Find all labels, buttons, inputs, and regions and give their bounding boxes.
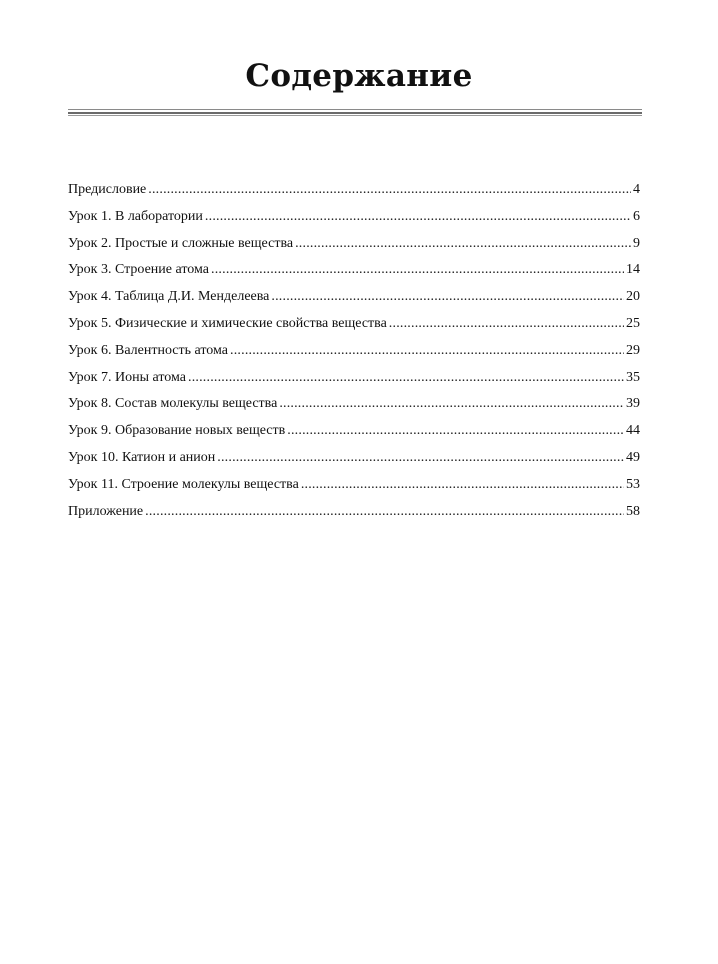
toc-entry[interactable]	[68, 418, 640, 445]
toc-entry[interactable]	[68, 257, 640, 284]
toc-entry-page: 20	[626, 289, 640, 305]
toc-entry[interactable]	[68, 472, 640, 499]
toc-entry-page: 49	[626, 449, 640, 465]
dot-leader	[188, 365, 624, 392]
toc-entry[interactable]	[68, 231, 640, 258]
toc-entry-page: 44	[626, 423, 640, 439]
toc-entry-label: Урок 3. Строение атома	[68, 262, 210, 278]
toc-entry-page: 6	[633, 208, 640, 224]
dot-leader	[295, 231, 631, 258]
toc-entry[interactable]	[68, 445, 640, 472]
toc-entry-label: Предисловие	[68, 182, 147, 197]
toc-entry[interactable]	[68, 284, 640, 311]
toc-entry-label: Урок 5. Физические и химические свойства вещества	[68, 315, 387, 331]
toc-entry-label: Урок 2. Простые и сложные вещества	[68, 235, 294, 251]
toc-entry-label: Урок 6. Валентность атома	[68, 342, 229, 358]
dot-leader	[279, 391, 624, 418]
title-divider	[68, 109, 642, 116]
toc-entry-label: Урок 9. Образование новых веществ	[68, 423, 286, 439]
toc-entry[interactable]	[68, 499, 640, 526]
toc-entry[interactable]	[68, 365, 640, 392]
dot-leader	[148, 177, 631, 204]
toc-entry-page: 9	[633, 235, 640, 251]
toc-entry-label: Урок 11. Строение молекулы вещества	[68, 476, 299, 492]
dot-leader	[389, 311, 624, 338]
dot-leader	[287, 418, 624, 445]
toc-entry-page: 29	[626, 342, 640, 358]
dot-leader	[217, 445, 624, 472]
toc-entry-label: Урок 8. Состав молекулы вещества	[68, 396, 278, 412]
toc-entry[interactable]	[68, 204, 640, 231]
toc-entry-page: 14	[626, 262, 640, 278]
dot-leader	[145, 499, 624, 526]
toc-entry-page: 4	[633, 182, 640, 197]
toc-entry-label: Приложение	[68, 503, 144, 519]
toc-entry[interactable]	[68, 177, 640, 204]
dot-leader	[211, 257, 624, 284]
toc-entry-page: 25	[626, 315, 640, 331]
toc-entry-page: 39	[626, 396, 640, 412]
toc-entry-page: 58	[626, 503, 640, 519]
dot-leader	[271, 284, 624, 311]
toc-entry-label: Урок 1. В лаборатории	[68, 208, 203, 224]
table-of-contents	[68, 177, 640, 525]
dot-leader	[230, 338, 624, 365]
dot-leader	[205, 204, 631, 231]
toc-entry-page: 53	[626, 476, 640, 492]
dot-leader	[301, 472, 624, 499]
page-title: Содержание	[245, 58, 473, 94]
toc-entry[interactable]	[68, 391, 640, 418]
toc-entry-page: 35	[626, 369, 640, 385]
toc-entry[interactable]	[68, 311, 640, 338]
toc-entry-label: Урок 10. Катион и анион	[68, 449, 216, 465]
toc-entry-label: Урок 4. Таблица Д.И. Менделеева	[68, 289, 270, 305]
toc-entry-label: Урок 7. Ионы атома	[68, 369, 186, 385]
toc-entry[interactable]	[68, 338, 640, 365]
